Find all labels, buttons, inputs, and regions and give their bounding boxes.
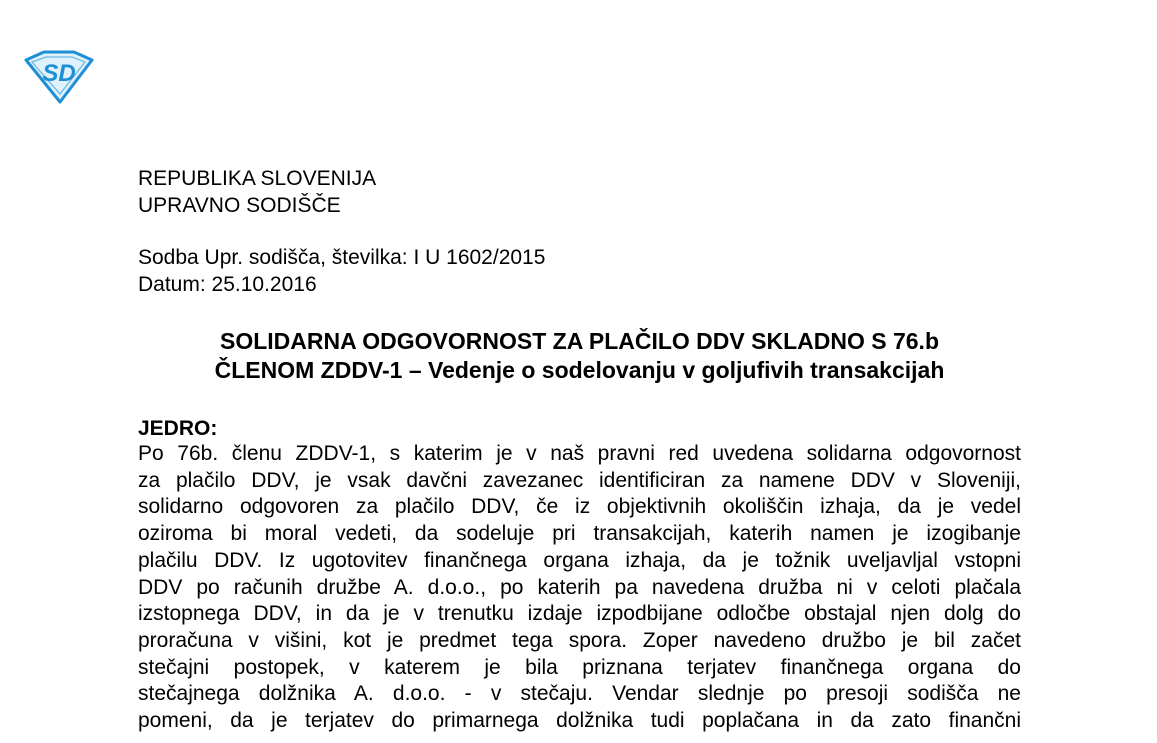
judgment-date: Datum: 25.10.2016: [138, 273, 317, 296]
body-line: izstopnega DDV, in da je v trenutku izdaje izpodbijane odločbe obstajal njen dolg do: [138, 602, 1021, 626]
svg-text:SD: SD: [42, 60, 76, 87]
body-line: oziroma bi moral vedeti, da sodeluje pri transakcijah, katerih namen je izogibanje: [138, 522, 1021, 546]
court-country: REPUBLIKA SLOVENIJA: [138, 167, 377, 190]
case-reference: Sodba Upr. sodišča, številka: I U 1602/2015: [138, 246, 546, 269]
body-line: pomeni, da je terjatev do primarnega dolžnika tudi poplačana in da zato finančni: [138, 709, 1021, 733]
court-name: UPRAVNO SODIŠČE: [138, 194, 341, 217]
sd-shield-logo-icon: [22, 48, 96, 104]
body-line: DDV po računih družbe A. d.o.o., po katerih pa navedena družba ni v celoti plačala: [138, 575, 1021, 599]
body-line: za plačilo DDV, je vsak davčni zavezanec identificiran za namene DDV v Sloveniji,: [138, 468, 1021, 492]
body-line: stečajnega dolžnika A. d.o.o. - v stečaju. Vendar slednje po presoji sodišča ne: [138, 682, 1021, 706]
jedro-heading: JEDRO:: [138, 417, 218, 440]
title-line-1: SOLIDARNA ODGOVORNOST ZA PLAČILO DDV SKLADNO S 76.b: [220, 328, 939, 354]
body-line: plačilu DDV. Iz ugotovitev finančnega organa izhaja, da je tožnik uveljavljal vstopni: [138, 548, 1021, 572]
document-title: [138, 327, 1021, 385]
body-line: stečajni postopek, v katerem je bila priznana terjatev finančnega organa do: [138, 655, 1021, 679]
title-line-2: ČLENOM ZDDV-1 – Vedenje o sodelovanju v goljufivih transakcijah: [214, 357, 945, 383]
body-line: solidarno odgovoren za plačilo DDV, če iz objektivnih okoliščin izhaja, da je vedel: [138, 495, 1021, 519]
body-line: Po 76b. členu ZDDV-1, s katerim je v naš pravni red uvedena solidarna odgovornost: [138, 442, 1021, 465]
body-line: proračuna v višini, kot je predmet tega spora. Zoper navedeno družbo je bil začet: [138, 628, 1021, 652]
jedro-body: [138, 441, 1021, 735]
